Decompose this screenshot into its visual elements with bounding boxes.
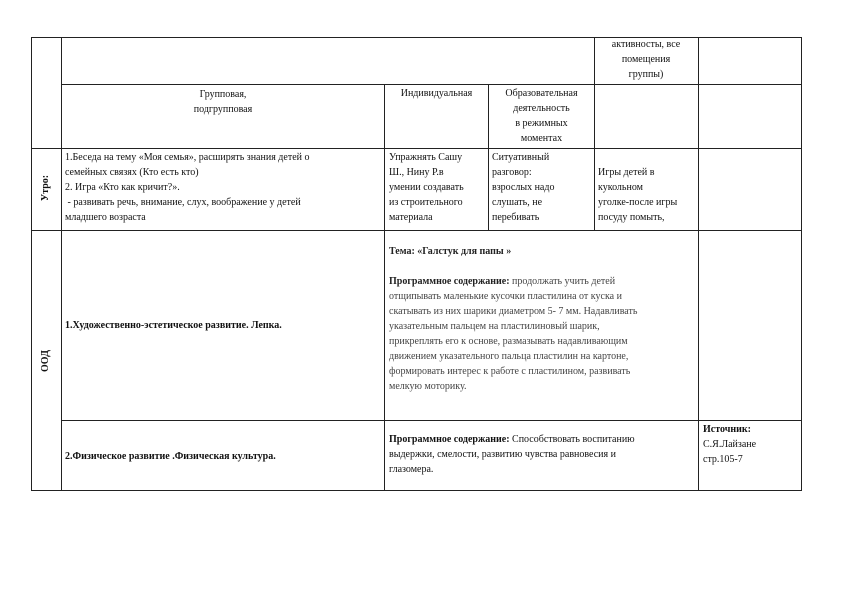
header-educational: Образовательная деятельность в режимных моментах (505, 88, 578, 144)
col-line-source (698, 230, 699, 490)
header-individual: Индивидуальная (400, 88, 473, 99)
morning-group-text: 1.Беседа на тему «Моя семья», расширять знания детей о семейных связях (Кто есть кто) 2. Игра «Кто как кричит?». - развивать речь, внимание, слух, воображение у детей младшего возраста (65, 152, 310, 223)
ood-source: Источник: С.Я.Лайзане стр.105-7 (703, 422, 799, 467)
table-border-bottom (31, 490, 802, 491)
col-line-educational-right (594, 37, 595, 230)
source-label: Источник: (703, 424, 751, 435)
morning-env-text: Игры детей в кукольном уголке-после игры посуду помыть, (598, 167, 678, 223)
program2-label: Программное содержание: (389, 434, 510, 445)
header-group: Групповая, подгрупповая (193, 89, 253, 115)
ood-activity-2: 2.Физическое развитие .Физическая культура. (65, 451, 276, 462)
table-border-left (31, 37, 32, 491)
program-label: Программное содержание: (389, 276, 510, 287)
morning-individual-text: Упражнять Сашу Ш., Нину Р.в умении создавать из строительного материала (389, 152, 464, 223)
col-line-ood-content (384, 230, 385, 490)
row-line-ood-top (31, 230, 802, 231)
col-line-env-right (698, 37, 699, 230)
ood-label: ООД (40, 350, 51, 372)
ood-lesson-2-content: Программное содержание: Способствовать воспитанию выдержки, смелости, развитию чувства равновесия и глазомера. (389, 434, 635, 475)
table-border-right (801, 37, 802, 491)
col-line-group-right (384, 84, 385, 230)
top-right-note: активносты, все помещения группы) (611, 39, 681, 80)
row-line-header-top (61, 84, 802, 85)
row-line-ood2-top (61, 420, 802, 421)
morning-label: Утро: (40, 174, 51, 202)
morning-educational-text: Ситуативный разговор: взрослых надо слушать, не перебивать (492, 152, 555, 223)
ood-theme: Тема: «Галстук для папы » (389, 246, 512, 257)
row-line-morning-top (31, 148, 802, 149)
ood-lesson-content: Тема: «Галстук для папы » Программное содержание: продолжать учить детей отщипывать маленькие кусочки пластилина от куска и скатывать из них шарики диаметром 5- 7 мм. Надавливать указательным пальцем на пластилиновый шарик, прикреплять его к основе, размазывать надавливающим движением указательного пальца пластилин на картоне, формировать интерес к работе с пластилином, развивать мелкую моторику. (389, 244, 695, 394)
ood-activity-1: 1.Художественно-эстетическое развитие. Лепка. (65, 320, 282, 331)
